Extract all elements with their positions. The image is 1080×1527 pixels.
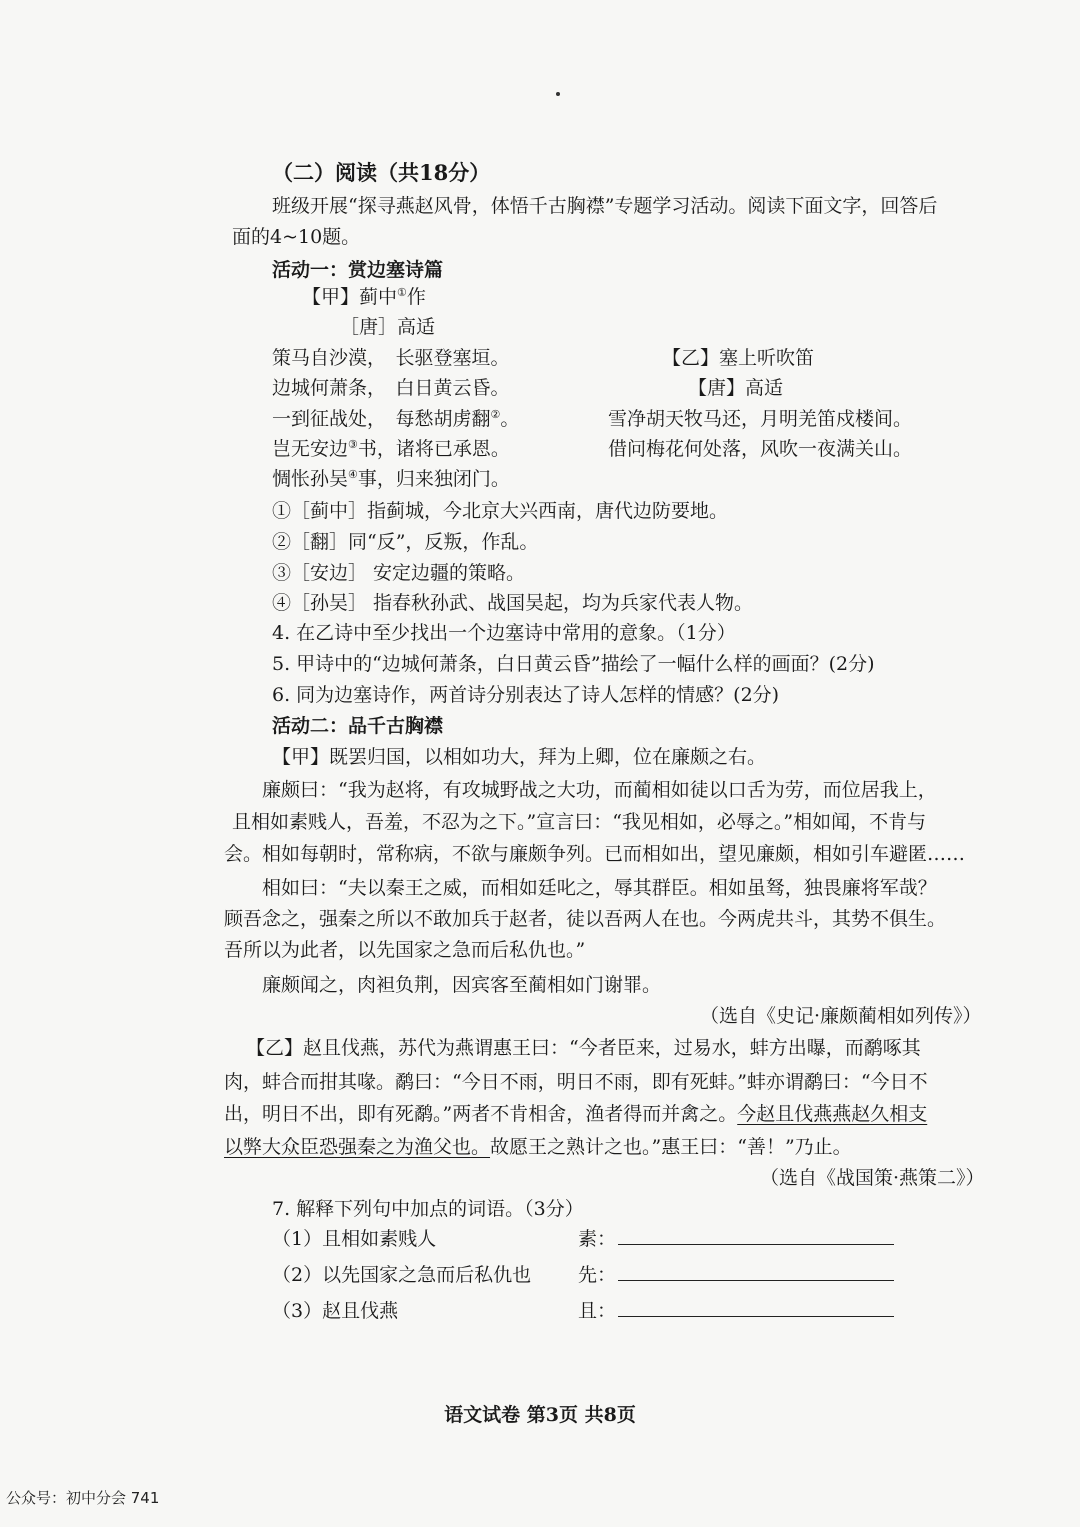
- text-jia-line: 会。相如每朝时，常称病，不欲与廉颇争列。已而相如出，望见廉颇，相如引车避匿……: [224, 843, 966, 865]
- q7-item-text: （2）以先国家之急而后私仇也: [272, 1264, 532, 1286]
- text-yi-line: 【乙】赵且伐燕，苏代为燕谓惠王曰：“今者臣来，过易水，蚌方出曝，而鹬啄其: [246, 1037, 921, 1059]
- section-title: （二）阅读（共18分）: [272, 160, 491, 185]
- poem-jia-author: ［唐］高适: [340, 316, 436, 338]
- text-yi-line: 以弊大众臣恐强秦之为渔父也。故愿王之熟计之也。”惠王曰：“善！”乃止。: [224, 1136, 852, 1158]
- text-jia-line: 且相如素贱人，吾羞，不忍为之下。”宣言曰：“我见相如，必辱之。”相如闻，不肯与: [232, 811, 927, 833]
- q7-item-text: （1）且相如素贱人: [272, 1228, 437, 1250]
- poem-jia-line: 岂无安边③书，诸将已承恩。: [272, 438, 510, 460]
- intro-line-2: 面的4~10题。: [232, 226, 361, 248]
- text-jia-line: 相如曰：“夫以秦王之威，而相如廷叱之，辱其群臣。相如虽驽，独畏廉将军哉？: [262, 877, 937, 899]
- scan-dot: [556, 92, 560, 96]
- underlined-sentence: 今赵且伐燕燕赵久相支: [737, 1103, 928, 1125]
- underlined-sentence: 以弊大众臣恐强秦之为渔父也。: [224, 1136, 491, 1158]
- question-7: 7. 解释下列句中加点的词语。（3分）: [272, 1198, 584, 1220]
- text-yi-line: 出，明日不出，即有死鹬。”两者不肯相舍，渔者得而并禽之。今赵且伐燕燕赵久相支: [224, 1103, 928, 1125]
- watermark: 公众号：初中分会 741: [6, 1489, 160, 1507]
- page-footer: 语文试卷 第3页 共8页: [444, 1404, 636, 1426]
- answer-blank[interactable]: [618, 1280, 894, 1281]
- text-jia-line: 廉颇闻之，肉袒负荆，因宾客至蔺相如门谢罪。: [262, 974, 662, 996]
- activity2-title: 活动二：品千古胸襟: [272, 715, 444, 737]
- poem-jia-line: 边城何萧条， 白日黄云昏。: [272, 377, 510, 399]
- q7-item-word: 先：: [578, 1264, 617, 1286]
- q7-item-text: （3）赵且伐燕: [272, 1300, 399, 1322]
- q7-item-word: 且：: [578, 1300, 617, 1322]
- text-yi-line: 肉，蚌合而拑其喙。鹬曰：“今日不雨，明日不雨，即有死蚌。”蚌亦谓鹬曰：“今日不: [224, 1071, 928, 1093]
- text-jia-line: 廉颇曰：“我为赵将，有攻城野战之大功，而蔺相如徒以口舌为劳，而位居我上，: [262, 779, 937, 801]
- text-jia-line: 吾所以为此者，以先国家之急而后私仇也。”: [224, 939, 586, 961]
- poem-jia-line: 一到征战处， 每愁胡虏翻②。: [272, 408, 520, 430]
- question-5: 5. 甲诗中的“边城何萧条，白日黄云昏”描绘了一幅什么样的画面？(2分): [272, 653, 875, 675]
- answer-blank[interactable]: [618, 1244, 894, 1245]
- q7-item-word: 素：: [578, 1228, 617, 1250]
- intro-line-1: 班级开展“探寻燕赵风骨，体悟千古胸襟”专题学习活动。阅读下面文字，回答后: [272, 195, 938, 217]
- poem-jia-title: 【甲】蓟中①作: [302, 286, 426, 308]
- poem-yi-title: 【乙】塞上听吹笛: [662, 347, 815, 369]
- footnote: ③［安边］ 安定边疆的策略。: [272, 562, 526, 584]
- poem-jia-line: 策马自沙漠， 长驱登塞垣。: [272, 347, 510, 369]
- footnote: ②［翻］同“反”，反叛，作乱。: [272, 531, 539, 553]
- poem-yi-line: 雪净胡天牧马还，月明羌笛戍楼间。: [608, 408, 913, 430]
- poem-jia-line: 惆怅孙吴④事，归来独闭门。: [272, 468, 510, 490]
- poem-yi-line: 借问梅花何处落，风吹一夜满关山。: [608, 438, 913, 460]
- source-zhanguoce: （选自《战国策·燕策二》）: [760, 1167, 985, 1189]
- source-shiji: （选自《史记·廉颇蔺相如列传》）: [700, 1005, 982, 1027]
- footnote: ④［孙吴］ 指春秋孙武、战国吴起，均为兵家代表人物。: [272, 592, 754, 614]
- answer-blank[interactable]: [618, 1316, 894, 1317]
- question-4: 4. 在乙诗中至少找出一个边塞诗中常用的意象。（1分）: [272, 622, 736, 644]
- text-jia-line: 【甲】既罢归国，以相如功大，拜为上卿，位在廉颇之右。: [272, 746, 767, 768]
- poem-yi-author: 【唐】高适: [688, 377, 784, 399]
- footnote: ①［蓟中］指蓟城，今北京大兴西南，唐代边防要地。: [272, 500, 729, 522]
- text-jia-line: 顾吾念之，强秦之所以不敢加兵于赵者，徒以吾两人在也。今两虎共斗，其势不俱生。: [224, 908, 947, 930]
- activity1-title: 活动一：赏边塞诗篇: [272, 259, 444, 281]
- question-6: 6. 同为边塞诗作，两首诗分别表达了诗人怎样的情感？(2分): [272, 684, 780, 706]
